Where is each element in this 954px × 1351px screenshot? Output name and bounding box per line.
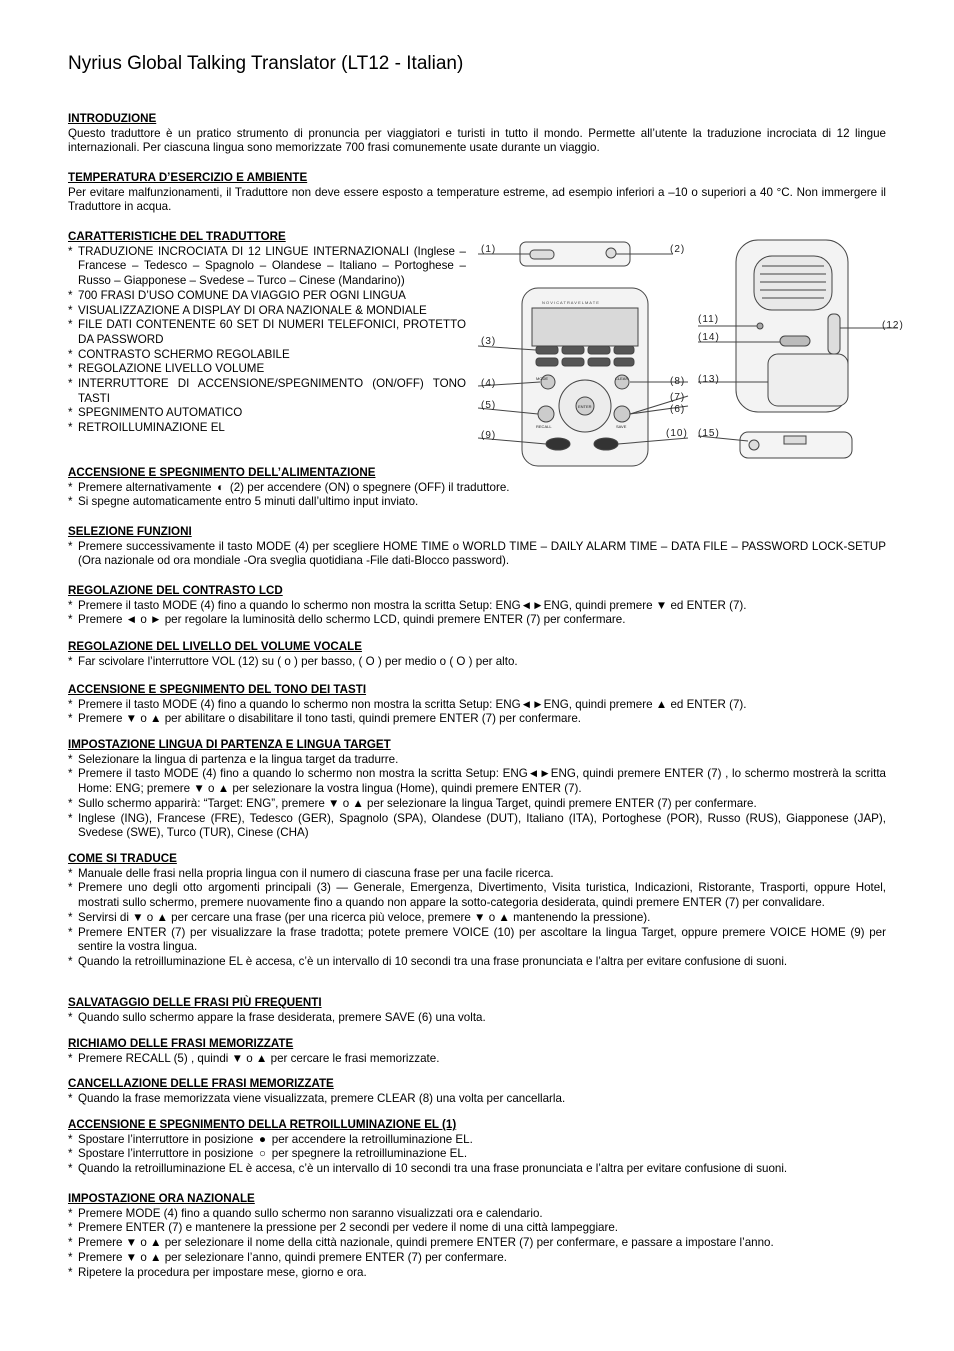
section-heading: REGOLAZIONE DEL LIVELLO DEL VOLUME VOCALE bbox=[68, 640, 362, 653]
list-item: * Premere ▼ o ▲ per selezionare l’anno, quindi premere ENTER (7) per confermare. bbox=[68, 1251, 886, 1266]
section-heading: COME SI TRADUCE bbox=[68, 852, 177, 865]
list-item: * SPEGNIMENTO AUTOMATICO bbox=[68, 406, 466, 421]
list-item: * CONTRASTO SCHERMO REGOLABILE bbox=[68, 348, 466, 363]
item-text: Premere alternativamente bbox=[78, 480, 212, 494]
list-item: * Premere ▼ o ▲ per abilitare o disabilitare il tono tasti, quindi premere ENTER (7) per confermare. bbox=[68, 712, 886, 727]
callout-label: (8) bbox=[670, 376, 686, 387]
key-label: SAVE bbox=[616, 424, 627, 429]
list-item: * Sullo schermo apparirà: “Target: ENG”, premere ▼ o ▲ per selezionare la lingua Target, quindi premere ENTER (7) per confermare. bbox=[68, 797, 886, 812]
list-item: * Premere il tasto MODE (4) fino a quando lo schermo non mostra la scritta Setup: ENG◄►ENG, quindi premere ▲ ed ENTER (7). bbox=[68, 698, 886, 713]
document-title: Nyrius Global Talking Translator (LT12 - Italian) bbox=[68, 53, 464, 74]
list-item: * Premere ENTER (7) per visualizzare la frase tradotta; potete premere VOICE (10) per ascoltare la lingua Target, oppure premere VOICE HOME (9) per sentire la vostra lingua. bbox=[68, 926, 886, 955]
list-item: * Servirsi di ▼ o ▲ per cercare una frase (per una ricerca più veloce, premere ▼ o ▲ mantenendo la pressione). bbox=[68, 911, 886, 926]
section-heading: CARATTERISTICHE DEL TRADUTTORE bbox=[68, 230, 286, 243]
list-item: * Si spegne automaticamente entro 5 minuti dall’ultimo input inviato. bbox=[68, 495, 886, 510]
section-heading: IMPOSTAZIONE ORA NAZIONALE bbox=[68, 1192, 255, 1205]
section-heading: INTRODUZIONE bbox=[68, 112, 157, 125]
section-heading: IMPOSTAZIONE LINGUA DI PARTENZA E LINGUA TARGET bbox=[68, 738, 391, 751]
device-brand: N O V I C A T R A V E L M A T E bbox=[542, 300, 599, 305]
section-richiamo bbox=[68, 1037, 886, 1066]
callout-label: (1) bbox=[481, 244, 497, 255]
section-heading: SALVATAGGIO DELLE FRASI PIÙ FREQUENTI bbox=[68, 996, 322, 1009]
list-item: * Premere ▼ o ▲ per selezionare il nome della città nazionale, quindi premere ENTER (7) per confermare, e passare a impostare l’anno. bbox=[68, 1236, 886, 1251]
section-lingua bbox=[68, 738, 886, 841]
list-item: * Quando sullo schermo appare la frase desiderata, premere SAVE (6) una volta. bbox=[68, 1011, 886, 1026]
section-contrasto-lcd bbox=[68, 584, 886, 628]
list-item: * VISUALIZZAZIONE A DISPLAY DI ORA NAZIONALE & MONDIALE bbox=[68, 304, 466, 319]
list-item: * TRADUZIONE INCROCIATA DI 12 LINGUE INTERNAZIONALI (Inglese – Francese – Tedesco – Spagnolo – Olandese – Italiano – Portoghese – Russo – Giapponese – Svedese – Turco – Cinese (Mandarino)) bbox=[68, 245, 466, 289]
list-item: * Inglese (ING), Francese (FRE), Tedesco (GER), Spagnolo (SPA), Olandese (DUT), Italiano (ITA), Portoghese (POR), Russo (RUS), Giapponese (JAP), Svedese (SWE), Turco (TUR), Cinese (CHA) bbox=[68, 812, 886, 841]
key-label: ENTER bbox=[578, 404, 592, 409]
item-text: Spostare l’interruttore in posizione bbox=[78, 1132, 254, 1146]
section-ora-nazionale bbox=[68, 1192, 886, 1280]
list-item: * INTERRUTTORE DI ACCENSIONE/SPEGNIMENTO (ON/OFF) TONO TASTI bbox=[68, 377, 466, 406]
item-text: (2) per accendere (ON) o spegnere (OFF) il traduttore. bbox=[229, 480, 510, 494]
list-item: * Ripetere la procedura per impostare mese, giorno e ora. bbox=[68, 1266, 886, 1281]
list-item: * Premere MODE (4) fino a quando sullo schermo non saranno visualizzati ora e calendario. bbox=[68, 1207, 886, 1222]
callout-label: (14) bbox=[698, 332, 720, 343]
section-introduzione bbox=[68, 112, 886, 156]
section-volume bbox=[68, 640, 886, 669]
list-item: * 700 FRASI D’USO COMUNE DA VIAGGIO PER OGNI LINGUA bbox=[68, 289, 466, 304]
section-heading: ACCENSIONE E SPEGNIMENTO DELLA RETROILLUMINAZIONE EL (1) bbox=[68, 1118, 457, 1131]
list-item: * Quando la retroilluminazione EL è accesa, c’è un intervallo di 10 secondi tra una frase pronunciata e l’altra per evitare confusione di suoni. bbox=[68, 955, 886, 970]
section-tono-tasti bbox=[68, 683, 886, 727]
list-item: * Quando la frase memorizzata viene visualizzata, premere CLEAR (8) una volta per cancellarla. bbox=[68, 1092, 886, 1107]
list-item bbox=[68, 1133, 886, 1148]
callout-label: (5) bbox=[481, 400, 497, 411]
key-label: MODE bbox=[536, 376, 548, 381]
list-item: * Quando la retroilluminazione EL è accesa, c’è un intervallo di 10 secondi tra una frase pronunciata e l’altra per evitare confusione di suoni. bbox=[68, 1162, 886, 1177]
item-text: per spegnere la retroilluminazione EL. bbox=[271, 1147, 468, 1161]
section-heading: SELEZIONE FUNZIONI bbox=[68, 525, 192, 538]
callout-label: (6) bbox=[670, 404, 686, 415]
section-salvataggio bbox=[68, 996, 886, 1025]
list-item: * REGOLAZIONE LIVELLO VOLUME bbox=[68, 362, 466, 377]
device-illustration bbox=[478, 236, 908, 468]
list-item bbox=[68, 481, 886, 496]
callout-label: (9) bbox=[481, 430, 497, 441]
section-alimentazione bbox=[68, 466, 886, 510]
section-text: Questo traduttore è un pratico strumento di pronuncia per viaggiatori e turisti in tutto il mondo. Permette all’utente la traduzione incrociata di 12 lingue internazionali. Per ciascuna lingua sono memorizzate 700 frasi comunemente usate durante un viaggio. bbox=[68, 126, 886, 155]
callout-label: (11) bbox=[698, 314, 720, 325]
list-item: * Premere uno degli otto argomenti principali (3) — Generale, Emergenza, Divertimento, Visita turistica, Indicazioni, Ristorante, Trasporti, oppure Hotel, mostrati sullo schermo, premere nuovamente fino a quando non appare la sotto-categoria desiderata, quindi premere ENTER (7) per convalidare. bbox=[68, 881, 886, 910]
list-item: * Premere RECALL (5) , quindi ▼ o ▲ per cercare le frasi memorizzate. bbox=[68, 1052, 886, 1067]
section-temperatura bbox=[68, 171, 886, 215]
list-item: * FILE DATI CONTENENTE 60 SET DI NUMERI TELEFONICI, PROTETTO DA PASSWORD bbox=[68, 318, 466, 347]
callout-label: (4) bbox=[481, 378, 497, 389]
section-heading: ACCENSIONE E SPEGNIMENTO DELL’ALIMENTAZIONE bbox=[68, 466, 376, 479]
section-heading: REGOLAZIONE DEL CONTRASTO LCD bbox=[68, 584, 283, 597]
list-item: * Far scivolare l’interruttore VOL (12) su ( o ) per basso, ( O ) per medio o ( O ) per alto. bbox=[68, 655, 886, 670]
bulb-outline-icon: ○ bbox=[259, 1147, 267, 1161]
callout-label: (10) bbox=[666, 428, 688, 439]
section-heading: TEMPERATURA D’ESERCIZIO E AMBIENTE bbox=[68, 171, 308, 184]
section-heading: ACCENSIONE E SPEGNIMENTO DEL TONO DEI TASTI bbox=[68, 683, 367, 696]
item-text: Spostare l’interruttore in posizione bbox=[78, 1147, 254, 1161]
list-item bbox=[68, 1147, 886, 1162]
list-item: * Premere successivamente il tasto MODE (4) per scegliere HOME TIME o WORLD TIME – DAILY ALARM TIME – DATA FILE – PASSWORD LOCK-SETUP (Ora nazionale od ora mondiale -Ora sveglia quotidiana -File dati-Blocco password). bbox=[68, 540, 886, 569]
section-text: Per evitare malfunzionamenti, il Traduttore non deve essere esposto a temperature estreme, ad esempio inferiori a –10 o superiori a 40 °C. Non immergere il Traduttore in acqua. bbox=[68, 185, 886, 214]
callout-label: (12) bbox=[882, 320, 904, 331]
list-item: * Premere il tasto MODE (4) fino a quando lo schermo non mostra la scritta Setup: ENG◄►ENG, quindi premere ▼ ed ENTER (7). bbox=[68, 599, 886, 614]
callout-label: (15) bbox=[698, 428, 720, 439]
callout-label: (7) bbox=[670, 392, 686, 403]
key-label: RECALL bbox=[536, 424, 552, 429]
key-label: CLEAR bbox=[615, 376, 629, 381]
section-heading: CANCELLAZIONE DELLE FRASI MEMORIZZATE bbox=[68, 1077, 334, 1090]
item-text: per accendere la retroilluminazione EL. bbox=[271, 1132, 473, 1146]
list-item: * Premere il tasto MODE (4) fino a quando lo schermo non mostra la scritta Setup: ENG◄►ENG, quindi premere ENTER (7) , lo schermo mostrerà la scritta Home: ENG; premere ▼ o ▲ per selezionare la vostra lingua (Home), quindi premere ENTER (7). bbox=[68, 767, 886, 796]
list-item: * Premere ◄ o ► per regolare la luminosità dello schermo LCD, quindi premere ENTER (7) per confermare. bbox=[68, 613, 886, 628]
callout-label: (3) bbox=[481, 336, 497, 347]
list-item: * RETROILLUMINAZIONE EL bbox=[68, 421, 466, 436]
callout-label: (2) bbox=[670, 244, 686, 255]
bulb-filled-icon: ● bbox=[259, 1132, 267, 1146]
section-cancellazione bbox=[68, 1077, 886, 1106]
section-come-si-traduce bbox=[68, 852, 886, 970]
list-item: * Premere ENTER (7) e mantenere la pressione per 2 secondi per vedere il nome di una città lampeggiare. bbox=[68, 1221, 886, 1236]
callout-label: (13) bbox=[698, 374, 720, 385]
section-caratteristiche bbox=[68, 230, 466, 436]
section-heading: RICHIAMO DELLE FRASI MEMORIZZATE bbox=[68, 1037, 294, 1050]
section-selezione-funzioni bbox=[68, 525, 886, 569]
power-toggle-icon: ◐ bbox=[217, 480, 225, 494]
list-item: * Manuale delle frasi nella propria lingua con il numero di ciascuna frase per una facile ricerca. bbox=[68, 867, 886, 882]
list-item: * Selezionare la lingua di partenza e la lingua target da tradurre. bbox=[68, 753, 886, 768]
section-retroilluminazione bbox=[68, 1118, 886, 1177]
